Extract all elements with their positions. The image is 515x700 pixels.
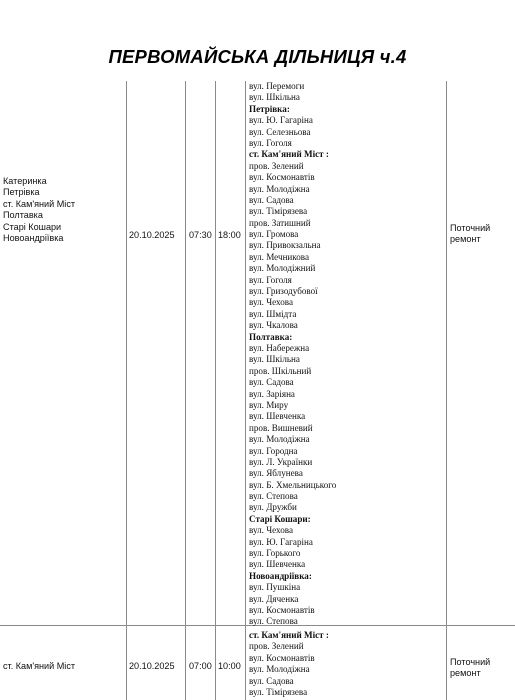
work-type-cell bbox=[450, 223, 490, 246]
work-type-cell bbox=[450, 657, 490, 680]
settlement-name: ст. Кам'яний Міст bbox=[3, 198, 76, 209]
street-line: вул. Чкалова bbox=[249, 320, 298, 331]
street-line: вул. Гоголя bbox=[249, 137, 292, 148]
work-type-line: ремонт bbox=[450, 668, 481, 679]
street-line: пров. Затишний bbox=[249, 217, 311, 228]
settlement-heading: ст. Кам'яний Міст : bbox=[249, 630, 329, 640]
street-line: вул. Ю. Гагаріна bbox=[249, 536, 313, 547]
street-line: вул. Мечникова bbox=[249, 251, 310, 262]
work-type-line: Поточний bbox=[450, 657, 491, 667]
street-line: вул. Селезньова bbox=[249, 126, 311, 137]
work-type-line: ремонт bbox=[450, 234, 481, 245]
page-title: ПЕРВОМАЙСЬКА ДІЛЬНИЦЯ ч.4 bbox=[108, 46, 407, 67]
street-line: вул. Заріяна bbox=[249, 388, 295, 399]
street-line: вул. Набережна bbox=[249, 342, 310, 353]
street-line: вул. Космонавтів bbox=[249, 604, 315, 615]
addresses-cell bbox=[249, 81, 336, 628]
street-line: вул. Гоголя bbox=[249, 274, 292, 285]
settlement-heading: Полтавка: bbox=[249, 331, 293, 342]
settlement-name: Петрівка bbox=[3, 187, 40, 198]
street-line: вул. Дяченка bbox=[249, 593, 299, 604]
street-line: вул. Молодіжна bbox=[249, 434, 310, 445]
street-line: вул. Космонавтів bbox=[249, 172, 315, 183]
street-line: вул. Молодіжний bbox=[249, 263, 316, 274]
street-line: вул. Шкільна bbox=[249, 354, 300, 365]
street-line: вул. Дружби bbox=[249, 502, 297, 513]
settlement-heading: Петрівка: bbox=[249, 103, 290, 114]
street-line: вул. Молодіжна bbox=[249, 664, 310, 675]
street-line: вул. Л. Українки bbox=[249, 456, 313, 467]
table-grid-line bbox=[126, 81, 127, 700]
street-line: вул. Гризодубової bbox=[249, 286, 318, 297]
street-line: вул. Тімірязева bbox=[249, 206, 308, 217]
street-line: вул. Привокзальна bbox=[249, 240, 321, 251]
settlements-cell bbox=[3, 661, 75, 672]
street-line: вул. Шкільна bbox=[249, 92, 300, 103]
street-line: пров. Шкільний bbox=[249, 365, 312, 376]
street-line: вул. Яблунева bbox=[249, 468, 303, 479]
street-line: пров. Вишневий bbox=[249, 422, 313, 433]
table-grid-line bbox=[185, 81, 186, 700]
street-line: вул. Садова bbox=[249, 675, 294, 686]
settlement-name: Катеринка bbox=[3, 176, 47, 186]
street-line: вул. Горького bbox=[249, 548, 301, 559]
street-line: вул. Космонавтів bbox=[249, 652, 315, 663]
street-line: вул. Шмідта bbox=[249, 308, 297, 319]
street-line: вул. Степова bbox=[249, 491, 298, 502]
settlement-heading: ст. Кам'яний Міст : bbox=[249, 149, 329, 160]
date-cell: 20.10.2025 bbox=[129, 230, 175, 240]
settlement-name: Полтавка bbox=[3, 210, 43, 221]
time-to-cell: 18:00 bbox=[218, 230, 241, 240]
street-line: вул. Садова bbox=[249, 377, 294, 388]
date-cell: 20.10.2025 bbox=[129, 661, 175, 671]
work-type-line: Поточний bbox=[450, 223, 491, 233]
addresses-cell bbox=[249, 630, 329, 698]
settlement-name: ст. Кам'яний Міст bbox=[3, 661, 76, 671]
outage-schedule-table bbox=[0, 81, 515, 700]
street-line: вул. Молодіжна bbox=[249, 183, 310, 194]
street-line: вул. Миру bbox=[249, 399, 289, 410]
street-line: вул. Ю. Гагаріна bbox=[249, 115, 313, 126]
settlement-heading: Старі Кошари: bbox=[249, 513, 311, 524]
street-line: вул. Шевченка bbox=[249, 411, 306, 422]
street-line: вул. Шевченка bbox=[249, 559, 306, 570]
table-grid-line bbox=[245, 81, 246, 700]
time-from-cell: 07:00 bbox=[189, 661, 212, 671]
street-line: пров. Зелений bbox=[249, 641, 304, 652]
street-line: вул. Садова bbox=[249, 194, 294, 205]
street-line: вул. Перемоги bbox=[249, 81, 305, 91]
table-grid-line bbox=[446, 81, 447, 700]
settlement-name: Старі Кошари bbox=[3, 221, 62, 232]
street-line: вул. Городна bbox=[249, 445, 298, 456]
settlement-heading: Новоандріївка: bbox=[249, 570, 312, 581]
street-line: вул. Пушкіна bbox=[249, 582, 301, 593]
table-grid-line bbox=[215, 81, 216, 700]
street-line: вул. Чехова bbox=[249, 297, 293, 308]
street-line: вул. Степова bbox=[249, 616, 298, 627]
street-line: вул. Б. Хмельницького bbox=[249, 479, 337, 490]
time-from-cell: 07:30 bbox=[189, 230, 212, 240]
street-line: пров. Зелений bbox=[249, 160, 304, 171]
settlement-name: Новоандріївка bbox=[3, 232, 64, 243]
time-to-cell: 10:00 bbox=[218, 661, 241, 671]
settlements-cell bbox=[3, 176, 75, 244]
street-line: вул. Тімірязева bbox=[249, 686, 308, 697]
street-line: вул. Чехова bbox=[249, 525, 293, 536]
street-line: вул. Громова bbox=[249, 229, 299, 240]
